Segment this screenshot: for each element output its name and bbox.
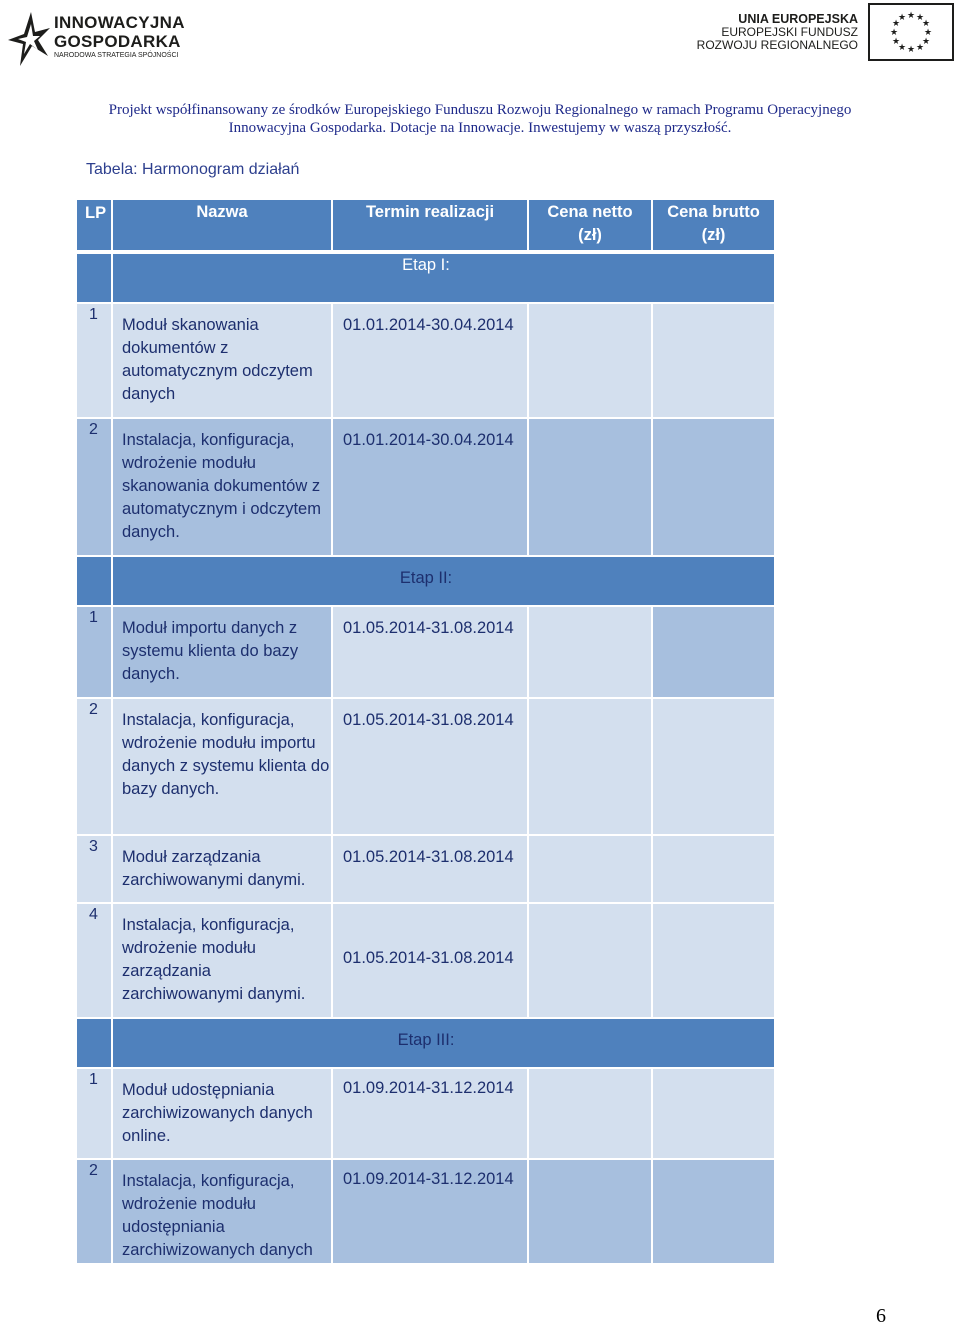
stage-header-lp-cell [77,1019,111,1067]
row-gross-price [653,699,774,834]
row-gross-price [653,836,774,902]
row-net-price [529,607,651,697]
row-date: 01.01.2014-30.04.2014 [333,419,527,555]
row-net-price [529,419,651,555]
logo-line-2: GOSPODARKA [54,32,181,51]
svg-text:★: ★ [921,19,931,29]
row-lp: 2 [77,1160,111,1263]
svg-text:★: ★ [915,43,925,53]
row-gross-price [653,419,774,555]
row-lp: 1 [77,1069,111,1158]
row-date: 01.05.2014-31.08.2014 [333,699,527,834]
svg-text:★: ★ [891,37,901,47]
row-date: 01.05.2014-31.08.2014 [333,904,527,1017]
header-gross-price: Cena brutto (zł) [653,200,774,250]
row-net-price [529,1069,651,1158]
row-net-price [529,304,651,417]
svg-text:★: ★ [897,13,907,23]
row-net-price [529,836,651,902]
svg-text:★: ★ [889,28,899,38]
row-net-price [529,904,651,1017]
eu-flag-icon [868,3,954,61]
star-burst-icon [6,10,52,68]
row-name: Moduł skanowania dokumentów z automatycznym odczytem danych [113,304,331,417]
row-name: Moduł zarządzania zarchiwowanymi danymi. [113,836,331,902]
row-date: 01.09.2014-31.12.2014 [333,1160,527,1263]
row-date: 01.05.2014-31.08.2014 [333,607,527,697]
row-lp: 2 [77,419,111,555]
svg-text:★: ★ [906,11,916,21]
svg-text:★: ★ [906,45,916,55]
svg-text:★: ★ [891,19,901,29]
row-lp: 4 [77,904,111,1017]
logo-line-3: NARODOWA STRATEGIA SPÓJNOŚCI [54,52,179,59]
row-name: Instalacja, konfiguracja, wdrożenie modułu udostępniania zarchiwizowanych danych [113,1160,331,1263]
stage-label: Etap I: [402,256,450,274]
eu-logo-line-3: ROZWOJU REGIONALNEGO [696,38,858,52]
row-lp: 3 [77,836,111,902]
header-net-price: Cena netto (zł) [529,200,651,250]
row-gross-price [653,304,774,417]
header-name: Nazwa [113,200,331,250]
row-net-price [529,699,651,834]
svg-text:★: ★ [915,13,925,23]
row-name: Moduł udostępniania zarchiwizowanych danych online. [113,1069,331,1158]
stage-label: Etap III: [397,1031,455,1049]
stage-header-lp-cell [77,557,111,605]
row-name: Instalacja, konfiguracja, wdrożenie modułu skanowania dokumentów z automatycznym i odczytem danych. [113,419,331,555]
svg-text:★: ★ [897,43,907,53]
logo-line-1: INNOWACYJNA [54,13,185,32]
row-name: Moduł importu danych z systemu klienta do bazy danych. [113,607,331,697]
row-lp: 2 [77,699,111,834]
row-gross-price [653,607,774,697]
svg-text:★: ★ [923,28,933,38]
table-title: Tabela: Harmonogram działań [86,161,300,178]
eu-logo-line-1: UNIA EUROPEJSKA [738,12,858,26]
row-gross-price [653,1069,774,1158]
stage-label: Etap II: [399,569,453,587]
row-gross-price [653,1160,774,1263]
page-number: 6 [876,1305,886,1327]
row-date: 01.05.2014-31.08.2014 [333,836,527,902]
header-lp: LP [77,200,111,250]
row-net-price [529,1160,651,1263]
row-name: Instalacja, konfiguracja, wdrożenie modułu zarządzania zarchiwowanymi danymi. [113,904,331,1017]
row-gross-price [653,904,774,1017]
row-date: 01.09.2014-31.12.2014 [333,1069,527,1158]
project-funding-line-1: Projekt współfinansowany ze środków Europejskiego Funduszu Rozwoju Regionalnego w ramach Programu Operacyjnego [108,102,852,118]
header-term: Termin realizacji [333,200,527,250]
row-lp: 1 [77,304,111,417]
row-lp: 1 [77,607,111,697]
eu-logo-line-2: EUROPEJSKI FUNDUSZ [721,25,858,39]
stage-header-lp-cell [77,254,111,302]
project-funding-line-2: Innowacyjna Gospodarka. Dotacje na Innowacje. Inwestujemy w waszą przyszłość. [228,120,732,136]
row-date: 01.01.2014-30.04.2014 [333,304,527,417]
row-name: Instalacja, konfiguracja, wdrożenie modułu importu danych z systemu klienta do bazy danych. [113,699,331,834]
svg-text:★: ★ [921,37,931,47]
